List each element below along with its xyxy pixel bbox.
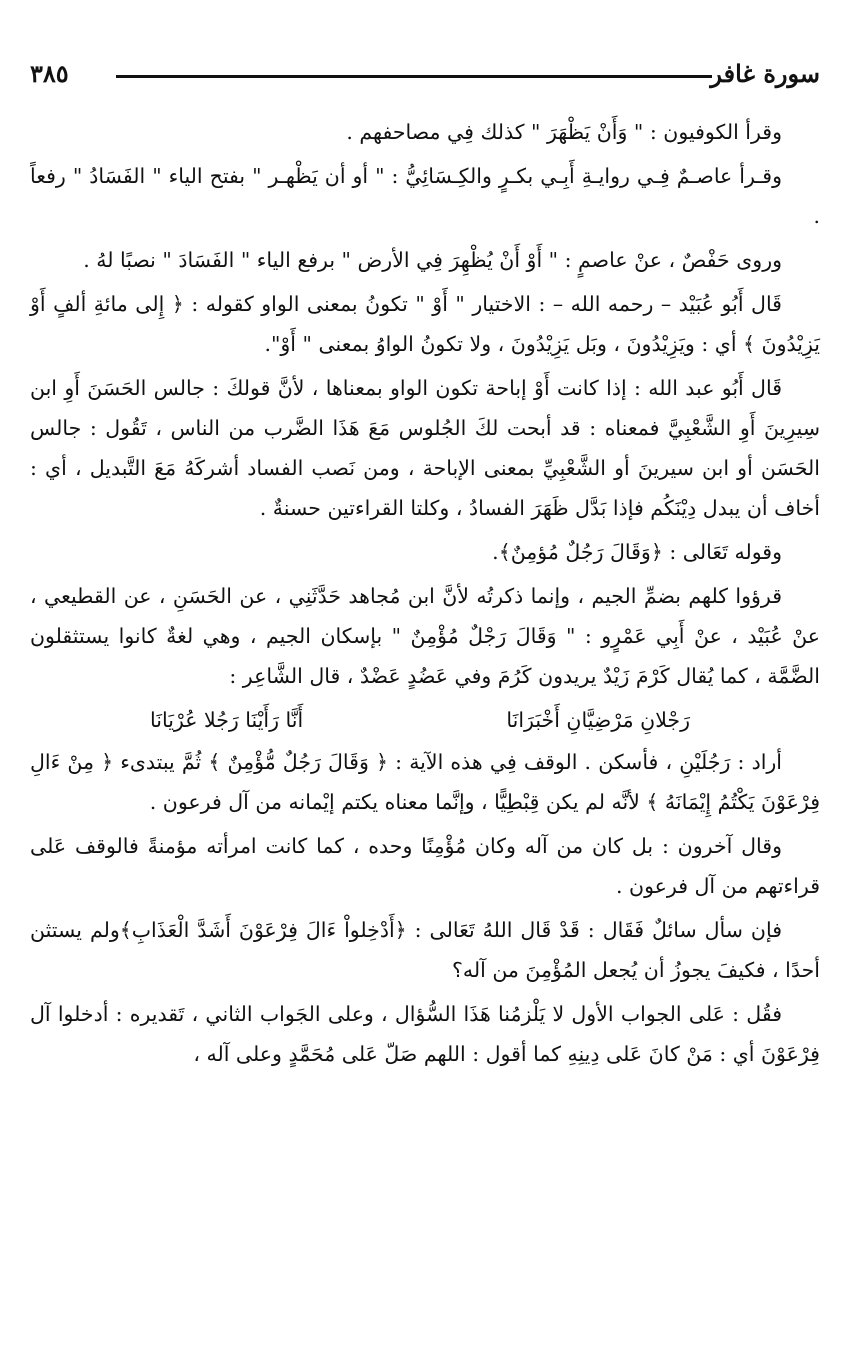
paragraph-pause: أراد : رَجُلَيْنِ ، فأسكن . الوقف فِي هذه الآية : ﴿ وَقَالَ رَجُلٌ مُّؤْمِنٌ ﴾ ثُمَّ يبتدىء ﴿ مِنْ ءَالِ فِرْعَوْنَ يَكْتُمُ إِيْمَانَهُ ﴾ لأنَّه لم يكن قِبْطِيًّا ، وإنَّما معناه يكتم إيْمانه من آل فرعون . [30, 750, 820, 814]
verse-hemistich-first: رَجْلانِ مَرْضِيَّانِ أَخْبَرَانَا [506, 708, 690, 732]
surah-title: سورة غافر [710, 59, 820, 88]
paragraph-asim-reading: وقـرأ عاصـمٌ فِـي روايـةِ أَبِـي بكـرٍ والكِـسَائِيُّ : " أو أن يَظْهـر " بفتح الياء " الفَسَادُ " رفعاً . [30, 164, 820, 228]
page-header [30, 58, 820, 94]
verse-hemistich-second: أَنَّا رَأَيْنَا رَجُلا عُرْيَانَا [150, 708, 304, 732]
paragraph-kufans-reading: وقرأ الكوفيون : " وَأَنْ يَظْهَرَ " كذلك فِي مصاحفهم . [346, 120, 782, 144]
paragraph-readers: قرؤوا كلهم بضمِّ الجيم ، وإنما ذكرتُه لأنَّ ابن مُجاهد حَدَّثَنِي ، عن الحَسَنِ ، عن القطيعي ، عنْ عُبَيْد ، عنْ أَبِي عَمْرٍو : " وَقَالَ رَجْلٌ مُؤْمِنٌ " بإسكان الجيم ، وهي لغةٌ كانوا يستثقلون الضَّمَّة ، كما يُقال كَرْمَ زَيْدٌ يريدون كَرُمَ وفي عَضُدٍ عَضْدٌ ، قال الشَّاعِر : [30, 584, 820, 688]
header-rule [116, 75, 712, 78]
paragraph-verse-quote: وقوله تَعَالى : ﴿وَقَالَ رَجُلٌ مُؤمِنٌ﴾. [492, 540, 782, 564]
page-number: ٣٨٥ [30, 59, 69, 88]
poetry-verse [30, 700, 820, 740]
paragraph-abu-ubayd: قَال أَبُو عُبَيْد – رحمه الله – : الاختيار " أَوْ " تكونُ بمعنى الواو كقوله : ﴿ إِلى مائةِ ألفٍ أَوْ يَزِيْدُونَ ﴾ أي : ويَزِيْدُونَ ، وبَل يَزِيْدُونَ ، ولا تكونُ الواوُ بمعنى " أَوْ". [30, 292, 820, 356]
paragraph-answer: فقُل : عَلى الجواب الأول لا يَلْزمُنا هَذَا السُّؤال ، وعلى الجَواب الثاني ، تَقديره : أدخلوا آل فِرْعَوْنَ أي : مَنْ كانَ عَلى دِينِهِ كما أقول : اللهم صَلّ عَلى مُحَمَّدٍ وعلى آله ، [30, 1002, 820, 1066]
paragraph-others: وقال آخرون : بل كان من آله وكان مُؤْمِنًا وحده ، كما كانت امرأته مؤمنةً فالوقف عَلى قراءتهم من آل فرعون . [30, 834, 820, 898]
paragraph-question: فإن سأل سائلٌ فَقَال : قَدْ قَال اللهُ تَعَالى : ﴿أَدْخِلواْ ءَالَ فِرْعَوْنَ أَشَدَّ الْعَذَابِ﴾ولم يستثن أحدًا ، فكيفَ يجوزُ أن يُجعل المُؤْمِنَ من آله؟ [30, 918, 820, 982]
paragraph-hafs-reading: وروى حَفْصٌ ، عنْ عاصمٍ : " أَوْ أَنْ يُظْهِرَ فِي الأرض " برفع الياء " الفَسَادَ " نصبًا لهُ . [83, 248, 782, 272]
paragraph-abu-abdullah: قَال أَبُو عبد الله : إذا كانت أَوْ إباحة تكون الواو بمعناها ، لأنَّ قولكَ : جالس الحَسَنَ أَوِ ابن سِيرِينَ أَوِ الشَّعْبِيَّ فمعناه : قد أبحت لكَ الجُلوس مَعَ هَذَا الضَّرب من الناس ، تَقُول : جالس الحَسَن أو ابن سيرينَ أو الشَّعْبِيِّ بمعنى الإباحة ، ومن نَصب الفساد أشركَهُ مَعَ التَّبديل ، أي : أخاف أن يبدل دِيْنَكُم فإذا بَدَّل ظَهَرَ الفسادُ ، وكلتا القراءتين حسنةٌ . [30, 376, 820, 520]
page-body [30, 112, 820, 1078]
